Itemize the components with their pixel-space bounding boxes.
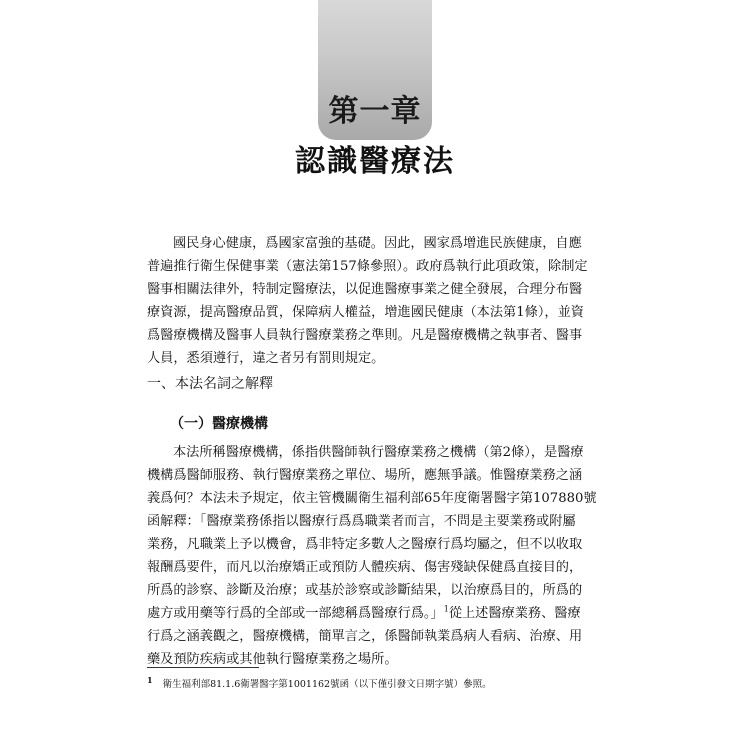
body-paragraph [147,441,597,671]
footnote-reference[interactable]: 1 [443,604,449,614]
intro-paragraph [147,232,597,370]
paragraph-line: 義爲何？本法未予規定，依主管機關衛生福利部65年度衛署醫字第107880號 [147,491,597,506]
paragraph-line: 藥及預防疾病或其他執行醫療業務之場所。 [147,652,398,667]
paragraph-line: 行爲之涵義觀之，醫療機構，簡單言之，係醫師執業爲病人看病、治療、用 [147,629,583,644]
footnote-mark: 1 [147,675,153,685]
section-heading: 一、本法名詞之解釋 [147,376,273,392]
paragraph-line: 本法所稱醫療機構，係指供醫師執行醫療業務之機構（第2條），是醫療 [173,445,584,460]
paragraph-line: 函解釋：「醫療業務係指以醫療行爲爲職業者而言，不問是主要業務或附屬 [147,514,576,529]
paragraph-line: 報酬爲要件，而凡以治療矯正或預防人體疾病、傷害殘缺保健爲直接目的， [147,560,583,575]
paragraph-line-text: 處方或用藥等行爲的全部或一部總稱爲醫療行爲。」 [147,606,444,621]
subsection-heading: （一）醫療機構 [170,416,268,432]
paragraph-line: 國民身心健康，爲國家富強的基礎。因此，國家爲增進民族健康，自應 [173,236,582,251]
chapter-number: 第一章 [328,94,422,129]
chapter-title: 認識醫療法 [295,144,455,179]
footnote [147,673,607,692]
paragraph-line: 所爲的診察、診斷及治療；或基於診察或診斷結果，以治療爲目的，所爲的 [147,583,583,598]
paragraph-line: 業務，凡職業上予以機會，爲非特定多數人之醫療行爲均屬之，但不以收取 [147,537,583,552]
paragraph-line-text: 從上述醫療業務、醫療 [448,606,581,621]
paragraph-line: 醫事相關法律外，特制定醫療法，以促進醫療事業之健全發展，合理分布醫 [147,282,583,297]
paragraph-line: 普遍推行衛生保健事業（憲法第157條參照）。政府爲執行此項政策，除制定 [147,259,588,274]
footnote-text: 衛生福利部81.1.6衛署醫字第1001162號函（以下僅引發文日期字號）參照。 [162,679,492,691]
paragraph-line: 爲醫療機構及醫事人員執行醫療業務之準則。凡是醫療機構之執事者、醫事 [147,328,583,343]
paragraph-line: 療資源，提高醫療品質，保障病人權益，增進國民健康（本法第1條），並資 [147,305,584,320]
paragraph-line: 機構爲醫師服務、執行醫療業務之單位、場所，應無爭議。惟醫療業務之涵 [147,468,583,483]
footnote-divider [147,667,259,668]
paragraph-line: 人員，悉須遵行，違之者另有罰則規定。 [147,351,385,366]
paragraph-line [147,602,597,625]
